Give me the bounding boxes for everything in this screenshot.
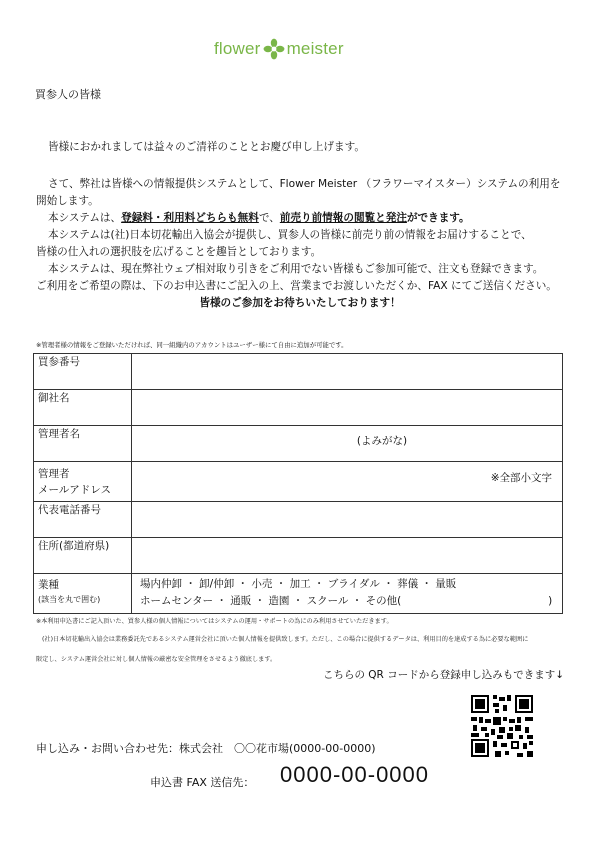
business-type-sub: (該当を丸で囲む) <box>38 595 101 604</box>
business-type-title: 業種 <box>38 579 59 591</box>
body-line: ご利用をご希望の際は、下のお申込書にご記入の上、営業までお渡しいただくか、FAX にてご送信ください。 <box>36 280 557 292</box>
body-paragraph <box>36 176 564 312</box>
fax-number: 0000-00-0000 <box>280 762 430 787</box>
form-row-buyer-number <box>34 354 563 390</box>
form-row-address <box>34 538 563 574</box>
privacy-note-1: ※本利用申込書にご記入頂いた、買参人様の個人情報についてはシステムの運用・サポートの為にのみ利用させていただきます。 <box>36 618 393 625</box>
email-label <box>34 462 132 502</box>
company-field[interactable] <box>132 390 563 426</box>
body-line: 開始します。 <box>36 195 99 207</box>
body-line-free <box>36 210 564 227</box>
flower-meister-logo <box>214 38 344 60</box>
text: 本システムは、 <box>48 212 122 224</box>
form-row-business-type <box>34 574 563 614</box>
qr-instruction: こちらの QR コードから登録申し込みもできます↓ <box>322 669 564 681</box>
logo-text-flower: flower <box>214 39 261 58</box>
business-options-line2: ホームセンター ・ 通販 ・ 造園 ・ スクール ・ その他( ) <box>140 595 553 607</box>
flower-icon <box>263 38 285 60</box>
greeting-paragraph: 皆様におかれましては益々のご清祥のこととお慶び申し上げます。 <box>48 141 365 153</box>
phone-label: 代表電話番号 <box>34 502 132 538</box>
business-options-line1: 場内仲卸 ・ 卸/仲卸 ・ 小売 ・ 加工 ・ ブライダル ・ 葬儀 ・ 量販 <box>140 578 457 590</box>
email-label-line1: 管理者 <box>38 468 70 480</box>
text: で、 <box>258 212 280 224</box>
application-form-table <box>33 353 563 614</box>
manager-label: 管理者名 <box>34 426 132 462</box>
buyer-number-label: 買参番号 <box>34 354 132 390</box>
text: ができます。 <box>406 212 470 224</box>
address-label: 住所(都道府県) <box>34 538 132 574</box>
email-field[interactable] <box>132 462 563 502</box>
phone-field[interactable] <box>132 502 563 538</box>
qr-code-icon[interactable] <box>469 693 535 759</box>
admin-note: ※管理者様の情報をご登録いただければ、同一組織内のアカウントはユーザー様にて自由に追加が可能です。 <box>36 341 348 349</box>
form-row-manager <box>34 426 563 462</box>
buyer-number-field[interactable] <box>132 354 563 390</box>
contact-info: 申し込み・お問い合わせ先：株式会社 〇〇花市場(0000-00-0000) <box>36 742 376 755</box>
lowercase-note: ※全部小文字 <box>490 472 552 484</box>
closing-line: 皆様のご参加をお待ちいたしております！ <box>199 297 401 309</box>
form-row-email <box>34 462 563 502</box>
yomigana-hint: (よみがな) <box>356 435 408 447</box>
body-line: 皆様の仕入れの選択肢を広げることを趣旨としております。 <box>36 246 322 258</box>
free-emphasis: 登録料・利用料どちらも無料 <box>121 212 259 224</box>
addressee: 買参人の皆様 <box>35 88 101 101</box>
company-label: 御社名 <box>34 390 132 426</box>
email-label-line2: メールアドレス <box>38 484 111 496</box>
fax-label: 申込書 FAX 送信先： <box>150 776 255 789</box>
manager-field[interactable] <box>132 426 563 462</box>
form-row-company <box>34 390 563 426</box>
address-field[interactable] <box>132 538 563 574</box>
preorder-emphasis: 前売り前情報の閲覧と発注 <box>279 212 407 224</box>
logo-text-meister: meister <box>286 39 344 58</box>
business-type-label <box>34 574 132 614</box>
business-type-options[interactable] <box>132 574 563 614</box>
body-line: 本システムは、現在弊社ウェブ相対取り引きをご利用でない皆様もご参加可能で、注文も登録できます。 <box>48 263 544 275</box>
privacy-note-3: 限定し、システム運営会社に対し個人情報の厳密な安全管理をさせるよう徹底します。 <box>36 656 277 663</box>
form-row-phone <box>34 502 563 538</box>
privacy-note-2: (社)日本切花輸出入協会は業務委託先であるシステム運営会社に頂いた個人情報を提供致します。ただし、この場合に提供するデータは、利用目的を達成する為に必要な範囲に <box>42 636 529 643</box>
body-line: 本システムは(社)日本切花輸出入協会が提供し、買参人の皆様に前売り前の情報をお届けすることで、 <box>48 229 532 241</box>
body-line: さて、弊社は皆様への情報提供システムとして、Flower Meister （フラワーマイスター）システムの利用を <box>48 178 561 190</box>
